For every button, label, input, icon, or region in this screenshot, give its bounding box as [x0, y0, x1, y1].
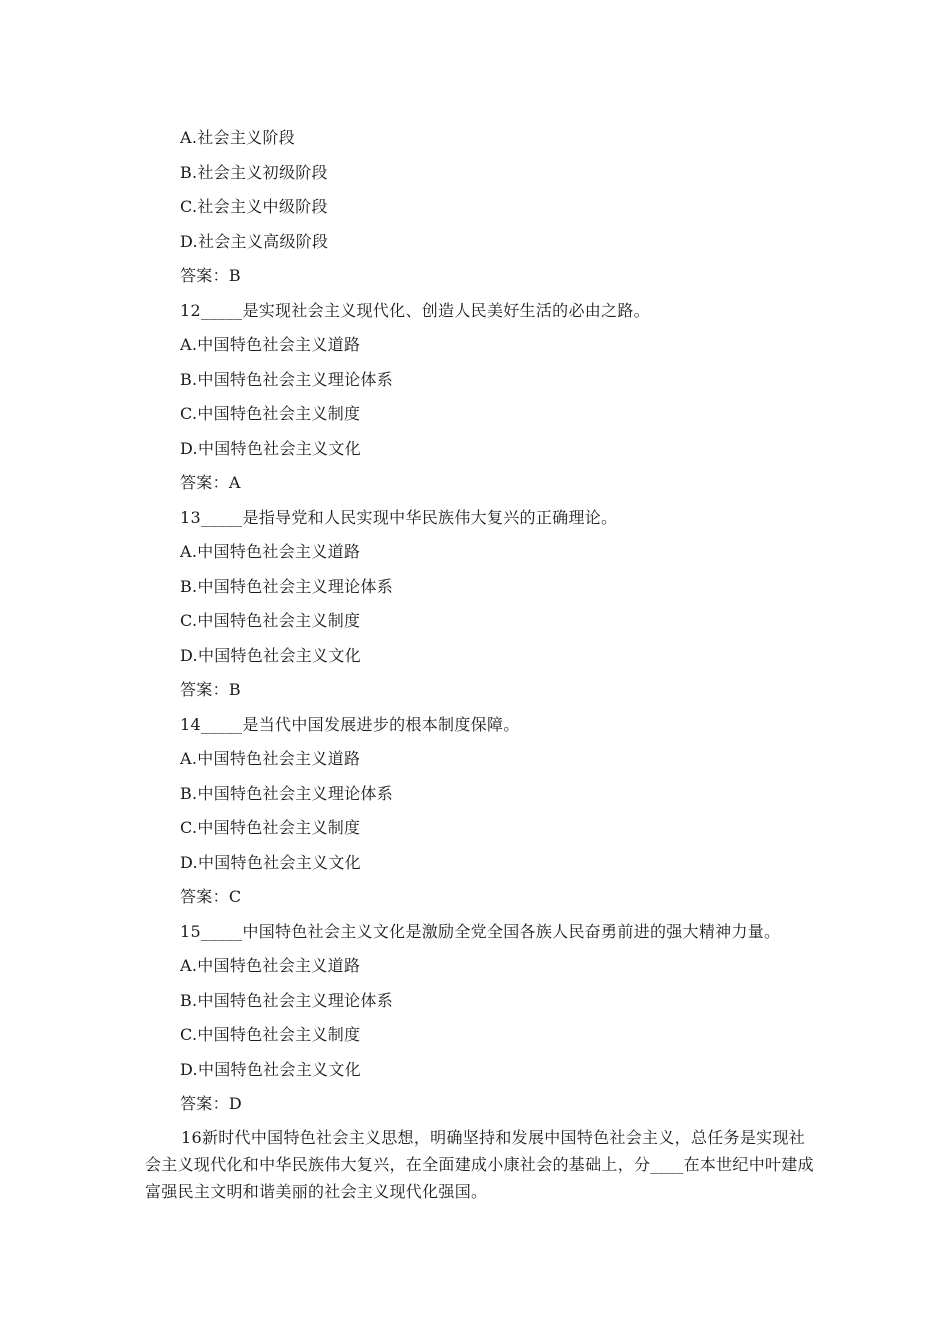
question-line: 12_____是实现社会主义现代化、创造人民美好生活的必由之路。	[180, 300, 650, 320]
option-line: A.中国特色社会主义道路	[180, 956, 361, 975]
option-line: B.中国特色社会主义理论体系	[180, 576, 394, 596]
option-line: D.中国特色社会主义文化	[180, 645, 361, 665]
option-line: A.中国特色社会主义道路	[180, 542, 361, 561]
option-line: C.社会主义中级阶段	[180, 197, 328, 216]
option-line: B.社会主义初级阶段	[180, 162, 328, 182]
option-line: B.中国特色社会主义理论体系	[180, 783, 394, 803]
option-line: D.中国特色社会主义文化	[180, 438, 361, 458]
question-line: 14_____是当代中国发展进步的根本制度保障。	[180, 714, 520, 734]
option-line: C.中国特色社会主义制度	[180, 404, 361, 423]
option-line: C.中国特色社会主义制度	[180, 611, 361, 630]
option-line: B.中国特色社会主义理论体系	[180, 369, 394, 389]
option-line: A.中国特色社会主义道路	[180, 749, 361, 768]
option-line: D.中国特色社会主义文化	[180, 1059, 361, 1079]
answer-line: 答案：C	[180, 887, 242, 906]
question-list	[0, 121, 950, 1122]
option-line: C.中国特色社会主义制度	[180, 1025, 361, 1044]
option-line: A.社会主义阶段	[180, 128, 296, 147]
option-line: D.中国特色社会主义文化	[180, 852, 361, 872]
answer-line: 答案：D	[180, 1094, 243, 1113]
question-line: 13_____是指导党和人民实现中华民族伟大复兴的正确理论。	[180, 507, 618, 527]
answer-line: 答案：B	[180, 266, 241, 285]
option-line: A.中国特色社会主义道路	[180, 335, 361, 354]
answer-line: 答案：B	[180, 680, 241, 699]
question-line: 15_____中国特色社会主义文化是激励全党全国各族人民奋勇前进的强大精神力量。	[180, 921, 781, 941]
answer-line: 答案：A	[180, 473, 241, 492]
option-line: C.中国特色社会主义制度	[180, 818, 361, 837]
option-line: D.社会主义高级阶段	[180, 231, 329, 251]
option-line: B.中国特色社会主义理论体系	[180, 990, 394, 1010]
question-16-text: 16新时代中国特色社会主义思想，明确坚持和发展中国特色社会主义，总任务是实现社会主义现代化和中华民族伟大复兴，在全面建成小康社会的基础上，分____在本世纪中叶建成富强民主文明和谐美丽的社会主义现代化强国。	[145, 1128, 814, 1201]
